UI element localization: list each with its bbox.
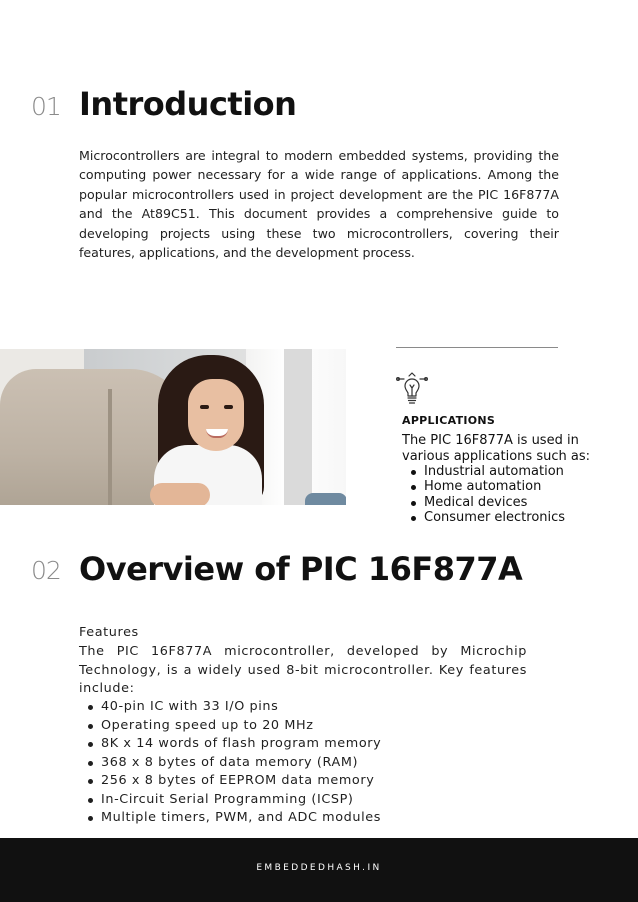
- list-item: Consumer electronics: [402, 510, 565, 525]
- features-paragraph: The PIC 16F877A microcontroller, developed by Microchip Technology, is a widely used 8-bit microcontroller. Key features include:: [79, 644, 527, 696]
- section-title: Introduction: [79, 85, 297, 123]
- footer: [0, 838, 638, 902]
- applications-heading: APPLICATIONS: [402, 414, 496, 427]
- applications-intro: The PIC 16F877A is used in various applications such as:: [402, 433, 590, 464]
- section-title: Overview of PIC 16F877A: [79, 550, 523, 588]
- list-item: 8K x 14 words of flash program memory: [79, 735, 381, 754]
- woman-on-sofa-photo: [0, 349, 346, 505]
- lightbulb-pen-icon: [396, 372, 428, 408]
- list-item: 40-pin IC with 33 I/O pins: [79, 698, 381, 717]
- list-item: Home automation: [402, 479, 565, 494]
- list-item: 256 x 8 bytes of EEPROM data memory: [79, 772, 381, 791]
- features-label: Features: [79, 625, 139, 640]
- divider-line: [396, 347, 558, 348]
- list-item: Multiple timers, PWM, and ADC modules: [79, 809, 381, 828]
- list-item: 368 x 8 bytes of data memory (RAM): [79, 754, 381, 773]
- list-item: In-Circuit Serial Programming (ICSP): [79, 791, 381, 810]
- section-number: 02: [31, 556, 61, 585]
- applications-list: [402, 464, 565, 526]
- footer-website-text: EMBEDDEDHASH.IN: [256, 863, 382, 873]
- list-item: Industrial automation: [402, 464, 565, 479]
- section-number: 01: [31, 92, 61, 121]
- list-item: Operating speed up to 20 MHz: [79, 717, 381, 736]
- intro-paragraph: Microcontrollers are integral to modern embedded systems, providing the computing power necessary for a wide range of applications. Among the popular microcontrollers used in project development are the PIC 16F877A and the At89C51. This document provides a comprehensive guide to developing projects using these two microcontrollers, covering their features, applications, and the development process.: [79, 148, 559, 261]
- features-list: [79, 698, 381, 828]
- list-item: Medical devices: [402, 495, 565, 510]
